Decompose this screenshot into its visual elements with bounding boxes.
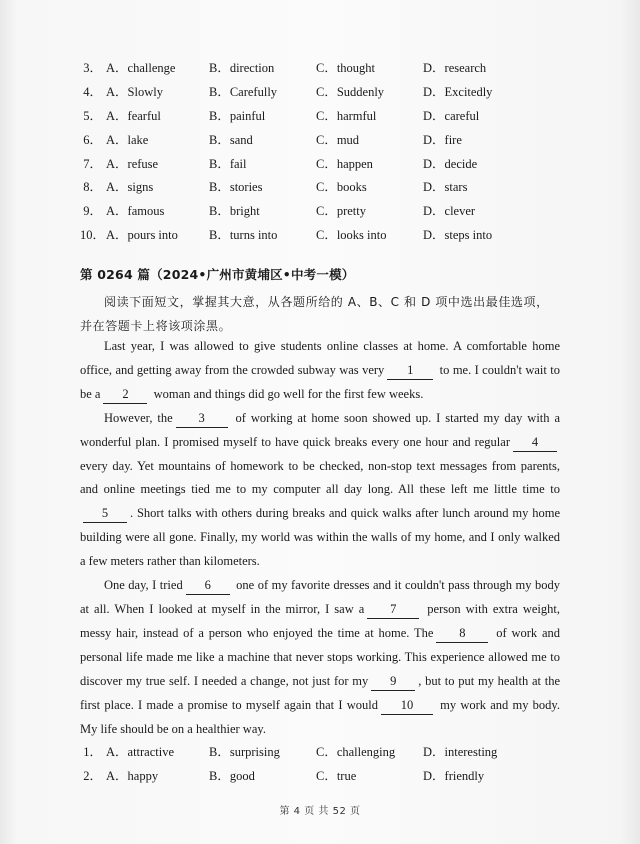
option-a: A．signs: [106, 180, 154, 195]
option-d: D．careful: [423, 108, 480, 123]
option-b: B．painful: [209, 108, 266, 123]
cloze-passage: [80, 335, 560, 741]
blank-4: 4: [513, 435, 557, 452]
option-a: A．pours into: [106, 228, 178, 243]
passage-paragraph: [80, 335, 560, 407]
answer-options-top: [80, 57, 580, 248]
question-row: [80, 129, 580, 153]
blank-7: 7: [367, 602, 419, 619]
option-d: D．interesting: [423, 745, 498, 759]
question-row: [80, 153, 580, 177]
question-number: 1．: [83, 745, 102, 759]
option-a: A．challenge: [106, 61, 176, 75]
option-d: D．friendly: [423, 768, 485, 783]
passage-text: of working at home soon showed up. I started my day with a wonderful plan. I promised myself to have quick breaks every one hour and regular: [80, 410, 560, 449]
option-d: D．Excitedly: [423, 84, 493, 99]
option-b: B．Carefully: [209, 84, 278, 99]
option-b: B．direction: [209, 61, 275, 75]
option-c: C．happen: [316, 156, 373, 171]
option-d: D．steps into: [423, 228, 493, 243]
option-d: D．fire: [423, 132, 462, 147]
passage-text: woman and things did go well for the first few weeks.: [150, 386, 424, 401]
question-row: [80, 81, 580, 105]
question-row: [80, 57, 580, 81]
option-b: B．good: [209, 768, 255, 783]
blank-6: 6: [186, 578, 230, 595]
passage-text: my work and my body. My life should be on a healthier way.: [80, 697, 560, 736]
option-a: A．fearful: [106, 108, 161, 123]
blank-1: 1: [387, 363, 433, 380]
option-b: B．turns into: [209, 228, 278, 243]
passage-heading: 第 0264 篇（2024•广州市黄埔区•中考一模）: [80, 267, 355, 282]
passage-paragraph: [80, 407, 560, 574]
passage-text: , but to put my health at the first place. I made a promise to myself again that I would: [80, 673, 560, 712]
option-b: B．sand: [209, 132, 253, 147]
passage-text: of work and personal life made me like a machine that never stops working. This experience allowed me to discover my true self. I needed a change, not just for my: [80, 625, 560, 688]
passage-text: every day. Yet mountains of homework to be checked, non-stop text messages from parents, and online meetings tied me to my computer all day long. All these left me little time to: [80, 458, 560, 497]
question-row: [80, 741, 580, 765]
question-number: 5．: [83, 108, 102, 123]
option-b: B．bright: [209, 204, 260, 219]
option-a: A．famous: [106, 204, 165, 219]
blank-5: 5: [83, 506, 127, 523]
passage-text: person with extra weight, messy hair, instead of a person who enjoyed the time at home. The: [80, 601, 560, 640]
passage-text: to me. I couldn't wait to be a: [80, 362, 560, 401]
option-b: B．fail: [209, 156, 247, 171]
question-number: 7．: [83, 156, 102, 171]
option-b: B．surprising: [209, 745, 280, 759]
instructions: 阅读下面短文，掌握其大意，从各题所给的 A、B、C 和 D 项中选出最佳选项，并在答题卡上将该项涂黑。: [80, 295, 549, 333]
option-c: C．books: [316, 180, 367, 195]
question-number: 4．: [83, 84, 102, 99]
question-number: 3．: [83, 61, 102, 75]
question-row: [80, 105, 580, 129]
option-d: D．research: [423, 61, 487, 75]
question-row: [80, 200, 580, 224]
question-row: [80, 176, 580, 200]
option-b: B．stories: [209, 180, 263, 195]
passage-text: Last year, I was allowed to give students online classes at home. A comfortable home office, and getting away from the crowded subway was very: [80, 339, 560, 377]
question-row: [80, 765, 580, 789]
question-number: 2．: [83, 768, 102, 783]
blank-9: 9: [371, 674, 415, 691]
question-number: 8．: [83, 180, 102, 195]
blank-2: 2: [103, 387, 147, 404]
passage-text: However, the: [104, 410, 173, 425]
option-d: D．clever: [423, 204, 476, 219]
option-a: A．lake: [106, 132, 149, 147]
passage-text: . Short talks with others during breaks and quick walks after lunch around my home building were all gone. Finally, my world was within the walls of my home, and I only walked a few meters rather than kilometers.: [80, 506, 560, 569]
answer-options-bottom: [80, 741, 580, 789]
option-a: A．attractive: [106, 745, 175, 759]
question-number: 9．: [83, 204, 102, 219]
option-c: C．challenging: [316, 745, 396, 759]
option-c: C．true: [316, 768, 357, 783]
blank-8: 8: [436, 626, 488, 643]
option-c: C．harmful: [316, 108, 377, 123]
question-number: 10．: [80, 228, 106, 243]
option-d: D．decide: [423, 156, 478, 171]
blank-3: 3: [176, 411, 228, 428]
option-c: C．mud: [316, 132, 360, 147]
passage-text: one of my favorite dresses and it couldn't pass through my body at all. When I looked at myself in the mirror, I saw a: [80, 578, 560, 616]
option-c: C．looks into: [316, 228, 387, 243]
passage-text: One day, I tried: [104, 578, 183, 593]
option-c: C．Suddenly: [316, 84, 385, 99]
option-a: A．refuse: [106, 156, 159, 171]
blank-10: 10: [381, 698, 433, 715]
option-a: A．Slowly: [106, 84, 163, 99]
passage-paragraph: [80, 574, 560, 741]
page-footer: 第 4 页 共 52 页: [279, 806, 361, 817]
option-a: A．happy: [106, 768, 159, 783]
option-c: C．pretty: [316, 204, 366, 219]
question-number: 6．: [83, 132, 102, 147]
option-d: D．stars: [423, 180, 468, 195]
option-c: C．thought: [316, 61, 376, 75]
question-row: [80, 224, 580, 248]
